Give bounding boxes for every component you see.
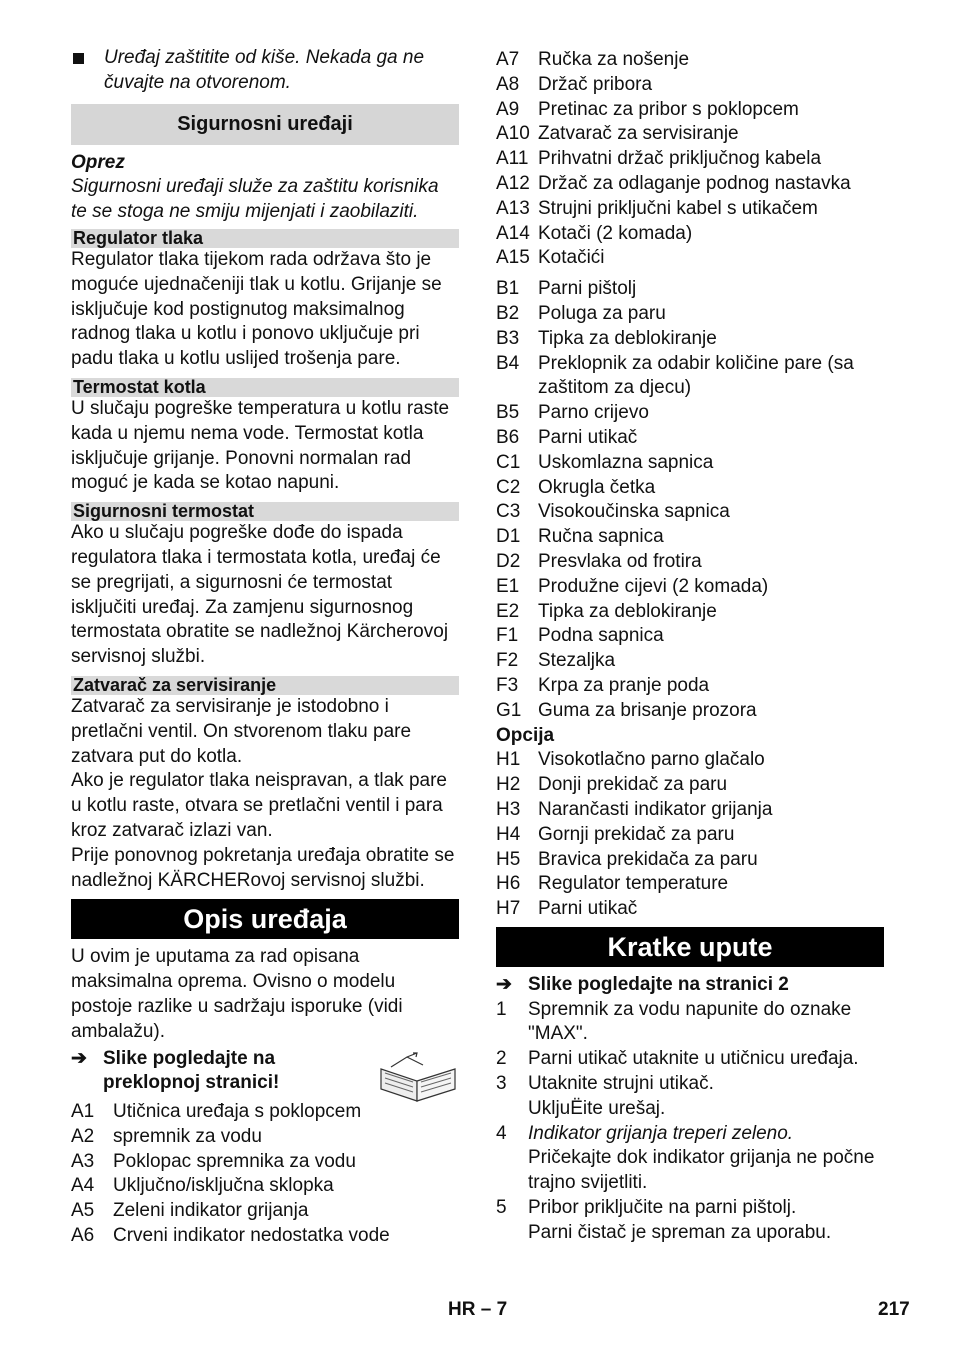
list-item (496, 73, 884, 98)
pressure-regulator-title: Regulator tlaka (71, 229, 459, 248)
list-item (496, 147, 884, 172)
quick-arrow-note (496, 973, 884, 998)
item-key: A1 (71, 1101, 95, 1123)
list-item (496, 848, 884, 873)
list-item (496, 550, 884, 575)
list-item (496, 699, 884, 724)
list-item (71, 1174, 459, 1199)
rain-warning-bullet: Uređaj zaštitite od kiše. Nekada ga ne čuvajte na otvorenom. (71, 46, 459, 96)
item-label: Bravica prekidača za paru (538, 848, 758, 870)
service-cap-text-2: Ako je regulator tlaka neispravan, a tlak pare u kotlu raste, otvara se pretlačni ventil i para kroz zatvarač izlazi van. (71, 770, 447, 841)
list-item (496, 575, 884, 600)
step-text: Utaknite strujni utikač. (528, 1073, 714, 1095)
list-item (496, 649, 884, 674)
item-label: Parni pištolj (538, 278, 637, 300)
arrow-note-text: Slike pogledajte na preklopnoj stranici! (103, 1047, 280, 1094)
list-item (496, 773, 884, 798)
arrow-note-block (71, 1047, 459, 1097)
item-label: Gornji prekidač za paru (538, 823, 735, 845)
device-description-heading: Opis uređaja (71, 899, 459, 939)
step-text-2: UkljuËite urešaj. (528, 1097, 666, 1119)
item-label: Produžne cijevi (2 komada) (538, 575, 769, 597)
list-item (496, 277, 884, 302)
list-item (496, 674, 884, 699)
step-text: Spremnik za vodu napunite do oznake "MAX". (528, 998, 852, 1045)
list-item (496, 172, 884, 197)
item-key: H4 (496, 823, 521, 845)
item-label: Utičnica uređaja s poklopcem (113, 1101, 362, 1123)
item-key: H7 (496, 898, 521, 920)
step-body (528, 1122, 884, 1196)
item-key: A12 (496, 172, 530, 194)
item-label: Poluga za paru (538, 302, 666, 324)
item-label: Krpa za pranje poda (538, 674, 710, 696)
item-label: Presvlaka od frotira (538, 550, 702, 572)
item-key: B3 (496, 327, 520, 349)
step-number: 5 (496, 1197, 507, 1219)
item-label: Zeleni indikator grijanja (113, 1200, 309, 1222)
service-cap-text-3: Prije ponovnog pokretanja uređaja obratite se nadležnoj KÄRCHERovoj servisnoj službi. (71, 844, 455, 891)
item-key: A8 (496, 73, 520, 95)
list-item (496, 352, 884, 402)
list-item (496, 98, 884, 123)
item-label: Podna sapnica (538, 625, 664, 647)
item-label: Prihvatni držač priključnog kabela (538, 148, 822, 170)
parts-list-h1-h7 (496, 748, 884, 922)
item-key: B1 (496, 278, 520, 300)
list-item (71, 1224, 459, 1249)
item-label: Držač pribora (538, 73, 653, 95)
item-label: Preklopnik za odabir količine pare (sa zaštitom za djecu) (538, 352, 854, 399)
item-label: Guma za brisanje prozora (538, 699, 757, 721)
item-key: A9 (496, 98, 520, 120)
item-label: Ručna sapnica (538, 526, 664, 548)
item-key: A3 (71, 1150, 95, 1172)
item-label: Kotači (2 komada) (538, 222, 693, 244)
item-key: A14 (496, 222, 530, 244)
item-key: F2 (496, 650, 519, 672)
list-item (496, 525, 884, 550)
item-key: A10 (496, 123, 530, 145)
item-key: A5 (71, 1200, 95, 1222)
list-item (496, 476, 884, 501)
step-text-2: Parni čistač je spreman za uporabu. (528, 1221, 832, 1243)
item-key: B5 (496, 402, 520, 424)
pressure-regulator-text: Regulator tlaka tijekom rada održava što je moguće ujednačeniji tlak u kotlu. Grijanje se isključuje kod postignutog maksimalnog radnog tlaka u kotlu i ponovo uključuje pri padu tlaka u kotlu uslijed trošenja pare. (71, 248, 442, 370)
item-key: C1 (496, 451, 521, 473)
item-label: Narančasti indikator grijanja (538, 798, 773, 820)
item-key: A11 (496, 148, 529, 170)
list-item (496, 897, 884, 922)
caution-text: Sigurnosni uređaji služe za zaštitu korisnika te se stoga ne smiju mijenjati i zaobilaziti. (71, 176, 439, 223)
list-item (496, 823, 884, 848)
safety-thermostat-title: Sigurnosni termostat (71, 502, 459, 521)
arrow-right-icon: ➔ (496, 973, 512, 995)
device-intro-text: U ovim je uputama za rad opisana maksimalna oprema. Ovisno o modelu postoje razlike u sadržaju isporuke (vidi ambalažu). (71, 946, 403, 1042)
item-label: Regulator temperature (538, 873, 729, 895)
list-item (496, 327, 884, 352)
list-item (496, 246, 884, 271)
item-key: H5 (496, 848, 521, 870)
item-label: Tipka za deblokiranje (538, 600, 717, 622)
safety-thermostat-text: Ako u slučaju pogreške dođe do ispada regulatora tlaka i termostata kotla, uređaj će se pregrijati, a sigurnosni će termostat isključiti uređaj. Za zamjenu sigurnosnog termostata obratite se nadležnoj Kärcherovoj servisnoj službi. (71, 522, 449, 668)
item-key: B6 (496, 426, 520, 448)
item-key: C3 (496, 501, 521, 523)
item-key: C2 (496, 476, 521, 498)
item-key: B2 (496, 302, 520, 324)
item-key: A15 (496, 247, 530, 269)
item-key: H6 (496, 873, 521, 895)
list-item (71, 1125, 459, 1150)
boiler-thermostat-text: U slučaju pogreške temperatura u kotlu raste kada u njemu nema vode. Termostat kotla isključuje grijanje. Ponovni normalan rad moguć je kada se kotao napuni. (71, 397, 450, 494)
step-number: 4 (496, 1122, 507, 1144)
list-item (496, 600, 884, 625)
step-item (496, 998, 884, 1048)
step-text: Parni utikač utaknite u utičnicu uređaja. (528, 1048, 859, 1070)
item-label: Strujni priključni kabel s utikačem (538, 197, 818, 219)
boiler-thermostat-title: Termostat kotla (71, 378, 459, 397)
list-item (496, 798, 884, 823)
step-item (496, 1072, 884, 1122)
parts-list-a7-a15 (496, 48, 884, 271)
right-column (496, 48, 884, 1246)
item-label: Uključno/isključna sklopka (113, 1175, 334, 1197)
option-label: Opcija (496, 724, 555, 746)
item-key: E1 (496, 575, 520, 597)
safety-devices-heading: Sigurnosni uređaji (71, 104, 459, 145)
list-item (496, 624, 884, 649)
item-key: H2 (496, 774, 521, 796)
item-label: Parni utikač (538, 426, 638, 448)
list-item (496, 302, 884, 327)
step-number: 2 (496, 1048, 507, 1070)
item-label: Tipka za deblokiranje (538, 327, 717, 349)
item-label: Poklopac spremnika za vodu (113, 1150, 356, 1172)
item-label: Zatvarač za servisiranje (538, 123, 739, 145)
arrow-right-icon: ➔ (71, 1047, 87, 1069)
item-key: A2 (71, 1125, 95, 1147)
list-item (496, 748, 884, 773)
step-number: 3 (496, 1073, 507, 1095)
item-key: A4 (71, 1175, 95, 1197)
step-number: 1 (496, 998, 507, 1020)
step-body (528, 1196, 884, 1246)
item-label: Pretinac za pribor s poklopcem (538, 98, 799, 120)
step-text-2: Pričekajte dok indikator grijanja ne počne trajno svijetliti. (528, 1147, 875, 1194)
parts-list-b1-g1 (496, 277, 884, 723)
list-item (71, 1100, 459, 1125)
item-label: Visokoučinska sapnica (538, 501, 730, 523)
step-item (496, 1047, 884, 1072)
item-label: spremnik za vodu (113, 1125, 262, 1147)
item-label: Parno crijevo (538, 402, 649, 424)
list-item (496, 401, 884, 426)
item-key: F3 (496, 674, 519, 696)
item-label: Parni utikač (538, 898, 638, 920)
step-text: Pribor priključite na parni pištolj. (528, 1197, 797, 1219)
step-body (528, 1072, 884, 1122)
service-cap-title: Zatvarač za servisiranje (71, 676, 459, 695)
item-key: A13 (496, 197, 530, 219)
item-key: E2 (496, 600, 520, 622)
item-key: D2 (496, 550, 521, 572)
open-book-icon (377, 1051, 459, 1103)
item-label: Držač za odlaganje podnog nastavka (538, 172, 851, 194)
item-key: H1 (496, 749, 521, 771)
page-number: 217 (878, 1299, 910, 1320)
list-item (71, 1150, 459, 1175)
list-item (496, 500, 884, 525)
step-text: Indikator grijanja treperi zeleno. (528, 1122, 794, 1144)
footer-section-label: HR – 7 (448, 1299, 508, 1320)
item-label: Donji prekidač za paru (538, 774, 728, 796)
item-key: D1 (496, 526, 521, 548)
item-key: A6 (71, 1225, 95, 1247)
quick-steps (496, 998, 884, 1246)
step-item (496, 1196, 884, 1246)
step-item (496, 1122, 884, 1196)
item-key: H3 (496, 798, 521, 820)
item-label: Visokotlačno parno glačalo (538, 749, 765, 771)
item-key: A7 (496, 49, 520, 70)
service-cap-text-1: Zatvarač za servisiranje je istodobno i pretlačni ventil. On stvorenom tlaku pare zatvara put do kotla. (71, 695, 412, 767)
parts-list-a1-a6 (71, 1100, 459, 1249)
list-item (496, 122, 884, 147)
item-key: G1 (496, 699, 522, 721)
item-label: Kotačići (538, 247, 605, 269)
item-label: Okrugla četka (538, 476, 656, 498)
item-label: Stezaljka (538, 650, 616, 672)
list-item (496, 872, 884, 897)
item-label: Uskomlazna sapnica (538, 451, 714, 473)
item-label: Ručka za nošenje (538, 49, 690, 70)
item-key: F1 (496, 625, 519, 647)
list-item (496, 48, 884, 73)
list-item (496, 426, 884, 451)
list-item (496, 197, 884, 222)
item-label: Crveni indikator nedostatka vode (113, 1225, 390, 1247)
arrow-note (71, 1047, 363, 1097)
list-item (496, 222, 884, 247)
quick-guide-heading: Kratke upute (496, 927, 884, 967)
caution-title: Oprez (71, 151, 125, 173)
left-column (71, 46, 459, 1249)
list-item (496, 451, 884, 476)
quick-arrow-text: Slike pogledajte na stranici 2 (528, 973, 789, 995)
item-key: B4 (496, 352, 520, 374)
list-item (71, 1199, 459, 1224)
